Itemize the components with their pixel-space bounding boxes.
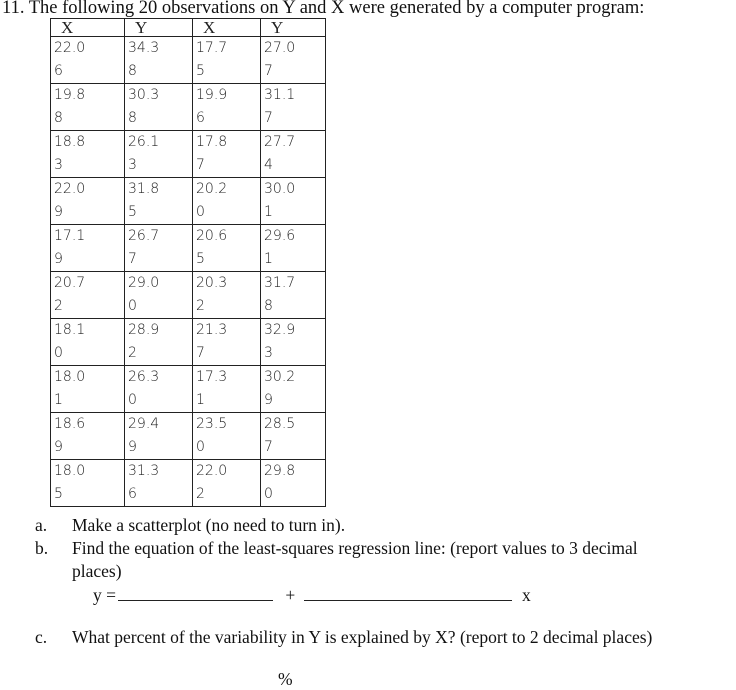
cell-value-wrap: 5 [196, 63, 205, 79]
question-number: 11. [2, 0, 25, 18]
table-cell-x [193, 225, 261, 272]
cell-value-main: 18.6 [54, 416, 86, 432]
table-cell-y [125, 37, 193, 84]
slope-blank[interactable] [304, 584, 512, 601]
cell-value-main: 29.8 [264, 463, 296, 479]
table-cell-y [261, 460, 326, 507]
cell-value-wrap: 1 [264, 204, 273, 220]
cell-value-wrap: 7 [264, 439, 273, 455]
cell-value-main: 28.9 [128, 322, 160, 338]
cell-value-main: 30.0 [264, 181, 296, 197]
cell-value-wrap: 3 [54, 157, 63, 173]
cell-value-wrap: 9 [264, 392, 273, 408]
table-cell-y [261, 319, 326, 366]
table-row [51, 460, 326, 507]
cell-value-wrap: 9 [54, 439, 63, 455]
cell-value-main: 26.3 [128, 369, 160, 385]
table-row [51, 37, 326, 84]
cell-value-main: 17.1 [54, 228, 86, 244]
cell-value-wrap: 3 [264, 345, 273, 361]
cell-value-wrap: 0 [128, 392, 137, 408]
cell-value-wrap: 4 [264, 157, 273, 173]
part-a-label: a. [35, 515, 48, 535]
table-cell-y [125, 460, 193, 507]
cell-value-wrap: 2 [196, 298, 205, 314]
cell-value-main: 28.5 [264, 416, 296, 432]
cell-value-main: 19.8 [54, 87, 86, 103]
cell-value-wrap: 8 [128, 110, 137, 126]
table-header-row [51, 19, 326, 37]
cell-value-wrap: 6 [196, 110, 205, 126]
intercept-blank[interactable] [118, 584, 273, 601]
cell-value-wrap: 6 [54, 63, 63, 79]
table-cell-x [51, 178, 125, 225]
table-cell-y [125, 84, 193, 131]
table-cell-x [51, 84, 125, 131]
table-cell-x [51, 413, 125, 460]
cell-value-main: 31.8 [128, 181, 160, 197]
part-b-text-line2: places) [72, 561, 122, 581]
column-header-y: Y [261, 19, 326, 37]
cell-value-main: 26.7 [128, 228, 160, 244]
cell-value-main: 29.4 [128, 416, 160, 432]
cell-value-main: 22.0 [54, 40, 86, 56]
cell-value-main: 22.0 [196, 463, 228, 479]
table-row [51, 319, 326, 366]
cell-value-wrap: 9 [54, 204, 63, 220]
part-a-text: Make a scatterplot (no need to turn in). [72, 515, 346, 535]
table-cell-x [51, 272, 125, 319]
cell-value-wrap: 8 [128, 63, 137, 79]
cell-value-main: 18.0 [54, 369, 86, 385]
table-cell-y [125, 272, 193, 319]
cell-value-main: 18.8 [54, 134, 86, 150]
cell-value-main: 32.9 [264, 322, 296, 338]
table-cell-x [51, 366, 125, 413]
question-title [2, 0, 644, 19]
column-header-x: X [51, 19, 125, 37]
cell-value-main: 22.0 [54, 181, 86, 197]
cell-value-wrap: 1 [264, 251, 273, 267]
x-variable-label: x [522, 585, 531, 605]
table-cell-y [261, 366, 326, 413]
cell-value-wrap: 6 [128, 486, 137, 502]
cell-value-main: 29.0 [128, 275, 160, 291]
table-cell-x [193, 319, 261, 366]
cell-value-wrap: 1 [196, 392, 205, 408]
table-cell-y [125, 131, 193, 178]
cell-value-wrap: 2 [54, 298, 63, 314]
table-cell-x [193, 366, 261, 413]
cell-value-main: 17.8 [196, 134, 228, 150]
table-cell-y [125, 366, 193, 413]
cell-value-main: 30.2 [264, 369, 296, 385]
table-cell-y [261, 225, 326, 272]
cell-value-main: 20.2 [196, 181, 228, 197]
cell-value-main: 27.0 [264, 40, 296, 56]
table-cell-y [125, 225, 193, 272]
cell-value-main: 17.7 [196, 40, 228, 56]
cell-value-wrap: 2 [196, 486, 205, 502]
table-cell-x [193, 131, 261, 178]
cell-value-wrap: 5 [196, 251, 205, 267]
table-cell-y [261, 178, 326, 225]
table-cell-y [261, 84, 326, 131]
cell-value-main: 20.3 [196, 275, 228, 291]
part-b-text-line1: Find the equation of the least-squares regression line: (report values to 3 decimal [72, 538, 638, 558]
table-cell-x [193, 37, 261, 84]
cell-value-main: 31.7 [264, 275, 296, 291]
cell-value-main: 31.3 [128, 463, 160, 479]
table-cell-x [51, 460, 125, 507]
cell-value-wrap: 5 [128, 204, 137, 220]
table-cell-x [193, 460, 261, 507]
cell-value-main: 18.0 [54, 463, 86, 479]
cell-value-main: 30.3 [128, 87, 160, 103]
table-cell-x [193, 178, 261, 225]
y-equals-label: y = [93, 585, 116, 605]
cell-value-wrap: 0 [264, 486, 273, 502]
cell-value-main: 21.3 [196, 322, 228, 338]
table-cell-x [193, 272, 261, 319]
plus-sign: + [285, 585, 296, 605]
cell-value-wrap: 0 [196, 204, 205, 220]
observations-table [50, 18, 326, 507]
table-row [51, 413, 326, 460]
cell-value-main: 20.6 [196, 228, 228, 244]
cell-value-wrap: 3 [128, 157, 137, 173]
cell-value-wrap: 1 [54, 392, 63, 408]
cell-value-wrap: 7 [128, 251, 137, 267]
cell-value-main: 31.1 [264, 87, 296, 103]
cell-value-main: 27.7 [264, 134, 296, 150]
column-header-x: X [193, 19, 261, 37]
cell-value-wrap: 0 [54, 345, 63, 361]
table-cell-x [51, 225, 125, 272]
table-cell-y [125, 178, 193, 225]
cell-value-wrap: 8 [264, 298, 273, 314]
cell-value-wrap: 7 [196, 157, 205, 173]
cell-value-main: 34.3 [128, 40, 160, 56]
part-c-text: What percent of the variability in Y is explained by X? (report to 2 decimal places) [72, 627, 653, 647]
cell-value-main: 26.1 [128, 134, 160, 150]
cell-value-main: 20.7 [54, 275, 86, 291]
table-cell-y [261, 413, 326, 460]
cell-value-wrap: 9 [128, 439, 137, 455]
cell-value-main: 29.6 [264, 228, 296, 244]
percent-sign: % [278, 669, 293, 689]
part-c-label: c. [35, 627, 48, 647]
table-row [51, 225, 326, 272]
table-cell-y [125, 319, 193, 366]
part-b-label: b. [35, 538, 49, 558]
table-cell-y [261, 272, 326, 319]
cell-value-wrap: 9 [54, 251, 63, 267]
cell-value-wrap: 7 [196, 345, 205, 361]
cell-value-main: 17.3 [196, 369, 228, 385]
table-row [51, 84, 326, 131]
percent-answer [278, 668, 293, 690]
table-row [51, 366, 326, 413]
cell-value-wrap: 0 [196, 439, 205, 455]
table-cell-y [261, 131, 326, 178]
cell-value-wrap: 8 [54, 110, 63, 126]
column-header-y: Y [125, 19, 193, 37]
table-cell-x [51, 37, 125, 84]
cell-value-wrap: 0 [128, 298, 137, 314]
cell-value-main: 23.5 [196, 416, 228, 432]
cell-value-main: 19.9 [196, 87, 228, 103]
question-text: The following 20 observations on Y and X were generated by a computer program: [28, 0, 645, 18]
table-cell-x [51, 319, 125, 366]
table-cell-y [125, 413, 193, 460]
cell-value-wrap: 7 [264, 110, 273, 126]
table-cell-x [193, 413, 261, 460]
table-row [51, 272, 326, 319]
cell-value-wrap: 7 [264, 63, 273, 79]
table-cell-y [261, 37, 326, 84]
table-row [51, 131, 326, 178]
table-cell-x [51, 131, 125, 178]
table-row [51, 178, 326, 225]
regression-equation [93, 584, 531, 606]
table-cell-x [193, 84, 261, 131]
cell-value-wrap: 5 [54, 486, 63, 502]
cell-value-wrap: 2 [128, 345, 137, 361]
cell-value-main: 18.1 [54, 322, 86, 338]
table-body [51, 37, 326, 507]
